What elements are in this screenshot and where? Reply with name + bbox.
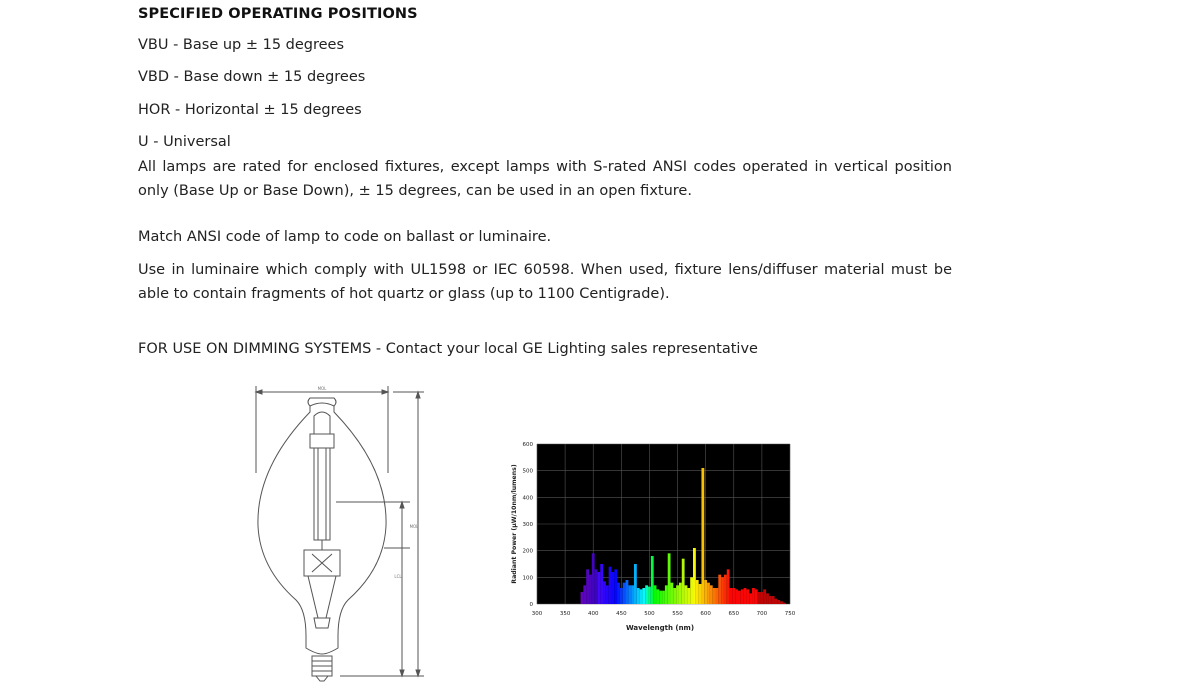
- spectrum-bar: [721, 577, 724, 604]
- spectrum-bar: [772, 596, 775, 604]
- lamp-outline-drawing: [248, 378, 438, 683]
- spectrum-bar: [682, 559, 685, 604]
- spectrum-bar: [710, 585, 713, 604]
- spectrum-bar: [749, 593, 752, 604]
- spectrum-bar: [704, 580, 707, 604]
- spectrum-bar: [606, 585, 609, 604]
- spectrum-bar: [687, 588, 690, 604]
- spectrum-bar: [637, 588, 640, 604]
- spectrum-bar: [758, 592, 761, 604]
- spectrum-bar: [732, 588, 735, 604]
- position-vbd: VBD - Base down ± 15 degrees: [138, 69, 366, 85]
- x-tick-label: 350: [559, 611, 571, 617]
- spectrum-bar: [707, 583, 710, 604]
- spectrum-bar: [581, 592, 584, 604]
- spectrum-bar: [716, 588, 719, 604]
- luminaire-note: Use in luminaire which comply with UL1598 or IEC 60598. When used, fixture lens/diffuser material must be able to contain fragments of hot quartz or glass (up to 1100 Centigrade).: [138, 262, 952, 302]
- position-universal: U - Universal: [138, 134, 231, 150]
- spectrum-bar: [626, 580, 629, 604]
- spectrum-bar: [662, 591, 665, 604]
- spectrum-bar: [583, 585, 586, 604]
- spectrum-bar: [777, 600, 780, 604]
- spectrum-bar: [766, 593, 769, 604]
- y-tick-label: 100: [522, 575, 533, 582]
- spectrum-bar: [656, 589, 659, 604]
- x-tick-label: 300: [531, 611, 543, 617]
- spectrum-bar: [603, 581, 606, 604]
- spectrum-bar: [645, 585, 648, 604]
- spectrum-bar: [665, 585, 668, 604]
- spectrum-bar: [727, 569, 730, 604]
- spectrum-bar: [640, 589, 643, 604]
- spectrum-bar: [597, 572, 600, 604]
- y-tick-label: 0: [529, 602, 533, 608]
- x-tick-label: 650: [728, 611, 740, 617]
- spectrum-bar: [775, 599, 778, 604]
- spectrum-bar: [699, 584, 702, 604]
- spectrum-bar: [746, 589, 749, 604]
- spectrum-bar: [651, 556, 654, 604]
- spectrum-bar: [713, 588, 716, 604]
- spectrum-bar: [741, 589, 744, 604]
- position-vbu: VBU - Base up ± 15 degrees: [138, 37, 345, 53]
- spectrum-bar: [595, 569, 598, 604]
- x-tick-label: 550: [672, 611, 683, 617]
- spectrum-bar: [783, 603, 786, 604]
- x-tick-label: 600: [700, 611, 711, 617]
- ansi-match-note: Match ANSI code of lamp to code on ballast or luminaire.: [138, 229, 552, 245]
- spectrum-bar: [735, 589, 738, 604]
- spectrum-bar: [617, 583, 620, 604]
- section-heading: SPECIFIED OPERATING POSITIONS: [138, 6, 418, 22]
- spectrum-bar: [718, 575, 721, 604]
- spectrum-bar: [701, 468, 704, 604]
- dim-total-label: MOL: [409, 524, 419, 529]
- x-tick-label: 400: [587, 611, 599, 617]
- y-axis-label: Radiant Power (μW/10nm/lumens): [511, 464, 518, 584]
- dim-lcl-label: LCL: [394, 574, 402, 579]
- y-tick-label: 200: [522, 548, 533, 555]
- spectrum-bar: [679, 583, 682, 604]
- spectrum-bar: [752, 588, 755, 604]
- dim-width-label: MOL: [317, 386, 327, 391]
- spectrum-bar: [623, 583, 626, 604]
- spectrum-bar: [696, 580, 699, 604]
- spectrum-bar: [693, 548, 696, 604]
- spectrum-bar: [586, 569, 589, 604]
- x-tick-label: 750: [784, 611, 796, 617]
- x-axis-label: Wavelength (nm): [625, 624, 695, 632]
- spectrum-bar: [760, 592, 763, 604]
- x-tick-label: 500: [644, 611, 655, 617]
- y-tick-label: 600: [522, 442, 533, 448]
- spectrum-bar: [744, 588, 747, 604]
- y-tick-label: 500: [522, 468, 533, 475]
- y-tick-label: 300: [522, 522, 533, 528]
- x-tick-label: 700: [756, 611, 768, 617]
- spectrum-bar: [671, 583, 674, 604]
- spectrum-bar: [763, 589, 766, 604]
- spectrum-bar: [642, 588, 645, 604]
- spectrum-bar: [631, 585, 634, 604]
- spectrum-bar: [589, 575, 592, 604]
- spectrum-bar: [685, 585, 688, 604]
- spectral-power-chart: [508, 436, 802, 636]
- spectrum-bar: [648, 587, 651, 604]
- position-hor: HOR - Horizontal ± 15 degrees: [138, 102, 362, 118]
- spectrum-bar: [628, 585, 631, 604]
- enclosed-fixture-note: All lamps are rated for enclosed fixtures, except lamps with S-rated ANSI codes operated in vertical position only (Base Up or Base Down), ± 15 degrees, can be used in an open fixture.: [138, 159, 952, 199]
- spectrum-bar: [724, 575, 727, 604]
- spectrum-bar: [609, 567, 612, 604]
- y-tick-label: 400: [522, 495, 533, 502]
- spectrum-bar: [611, 572, 614, 604]
- x-tick-label: 450: [616, 611, 627, 617]
- spectrum-bar: [634, 564, 637, 604]
- dimming-note: FOR USE ON DIMMING SYSTEMS - Contact your local GE Lighting sales representative: [138, 341, 758, 357]
- spectrum-bar: [730, 588, 733, 604]
- spectrum-bar: [600, 564, 603, 604]
- spectrum-bar: [673, 588, 676, 604]
- spectrum-bar: [668, 553, 671, 604]
- spectrum-bar: [676, 585, 679, 604]
- spectrum-bar: [738, 591, 741, 604]
- spectrum-bar: [620, 588, 623, 604]
- spectrum-bar: [592, 553, 595, 604]
- spectrum-bar: [614, 569, 617, 604]
- spectrum-bar: [690, 577, 693, 604]
- spectrum-bar: [780, 601, 783, 604]
- spectrum-bar: [769, 596, 772, 604]
- spectrum-bar: [755, 589, 758, 604]
- spectrum-bar: [654, 585, 657, 604]
- spectrum-bar: [659, 591, 662, 604]
